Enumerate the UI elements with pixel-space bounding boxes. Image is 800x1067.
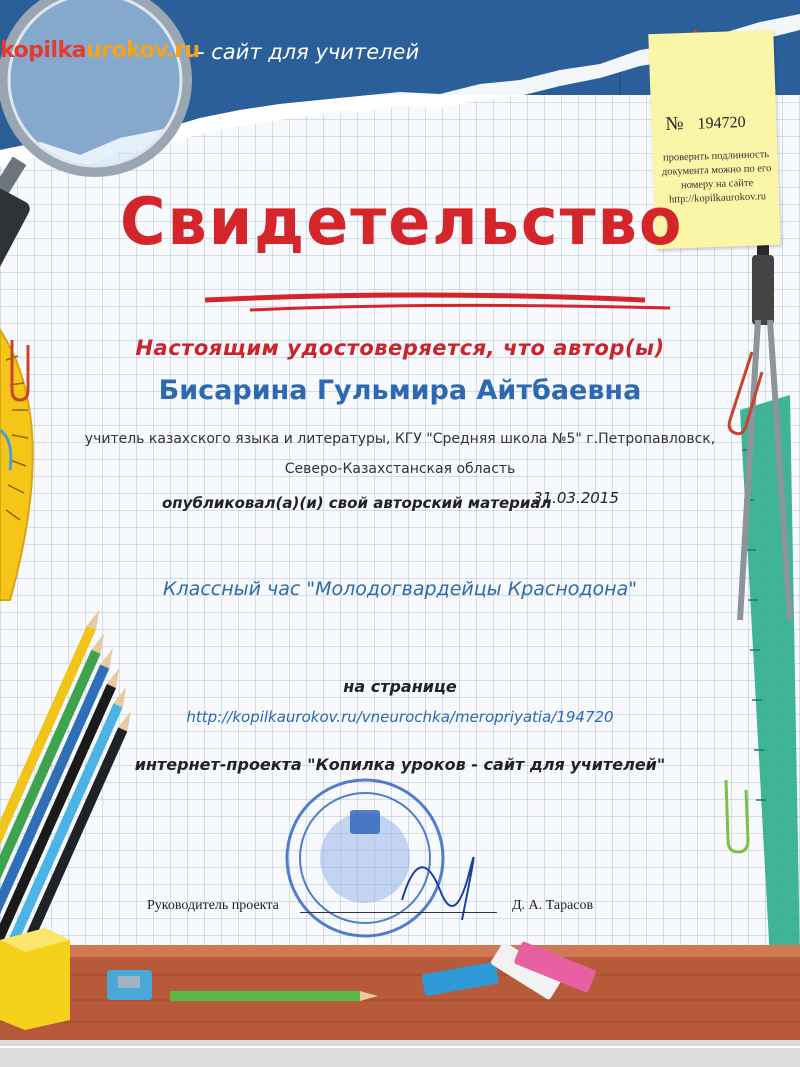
site-logo-part2: urokov.ru [85,38,200,63]
certificate-title: Свидетельство [120,183,684,260]
leader-name: Д. А. Тарасов [512,898,594,913]
green-pencil-icon [170,991,378,1001]
leader-label: Руководитель проекта [147,898,279,913]
title-underline [205,295,670,310]
number-value: 194720 [697,113,746,133]
eraser-icon [0,928,70,1030]
author-details [0,424,800,484]
project-line: интернет-проекта "Копилка уроков - сайт для учителей" [134,755,666,774]
published-date: 31.03.2015 [533,489,619,507]
number-symbol: № [665,113,684,135]
certify-line: Настоящим удостоверяется, что автор(ы) [135,336,665,360]
on-page-label: на странице [343,677,457,696]
author-name: Бисарина Гульмира Айтбаевна [158,375,642,406]
certificate-number [665,111,746,136]
verification-text: проверить подлинность документа можно по его номеру на сайте http://kopilkaurokov.ru [661,149,772,206]
page-url-link[interactable]: http://kopilkaurokov.ru/vneurochka/meropriyatia/194720 [186,708,614,726]
material-title: Классный час "Молодогвардейцы Краснодона" [163,578,637,600]
site-logo [0,38,200,63]
site-logo-part1: kopilka [0,38,86,63]
site-tagline: - сайт для учителей [197,40,420,64]
bottom-strip [0,1040,800,1067]
author-details-line2: Северо-Казахстанская область [284,461,516,477]
published-label: опубликовал(а)(и) свой авторский материал [162,494,552,512]
signature-line [300,912,497,913]
author-details-line1: учитель казахского языка и литературы, КГУ "Средняя школа №5" г.Петропавловск, [84,431,716,447]
sharpener-icon [107,970,152,1000]
